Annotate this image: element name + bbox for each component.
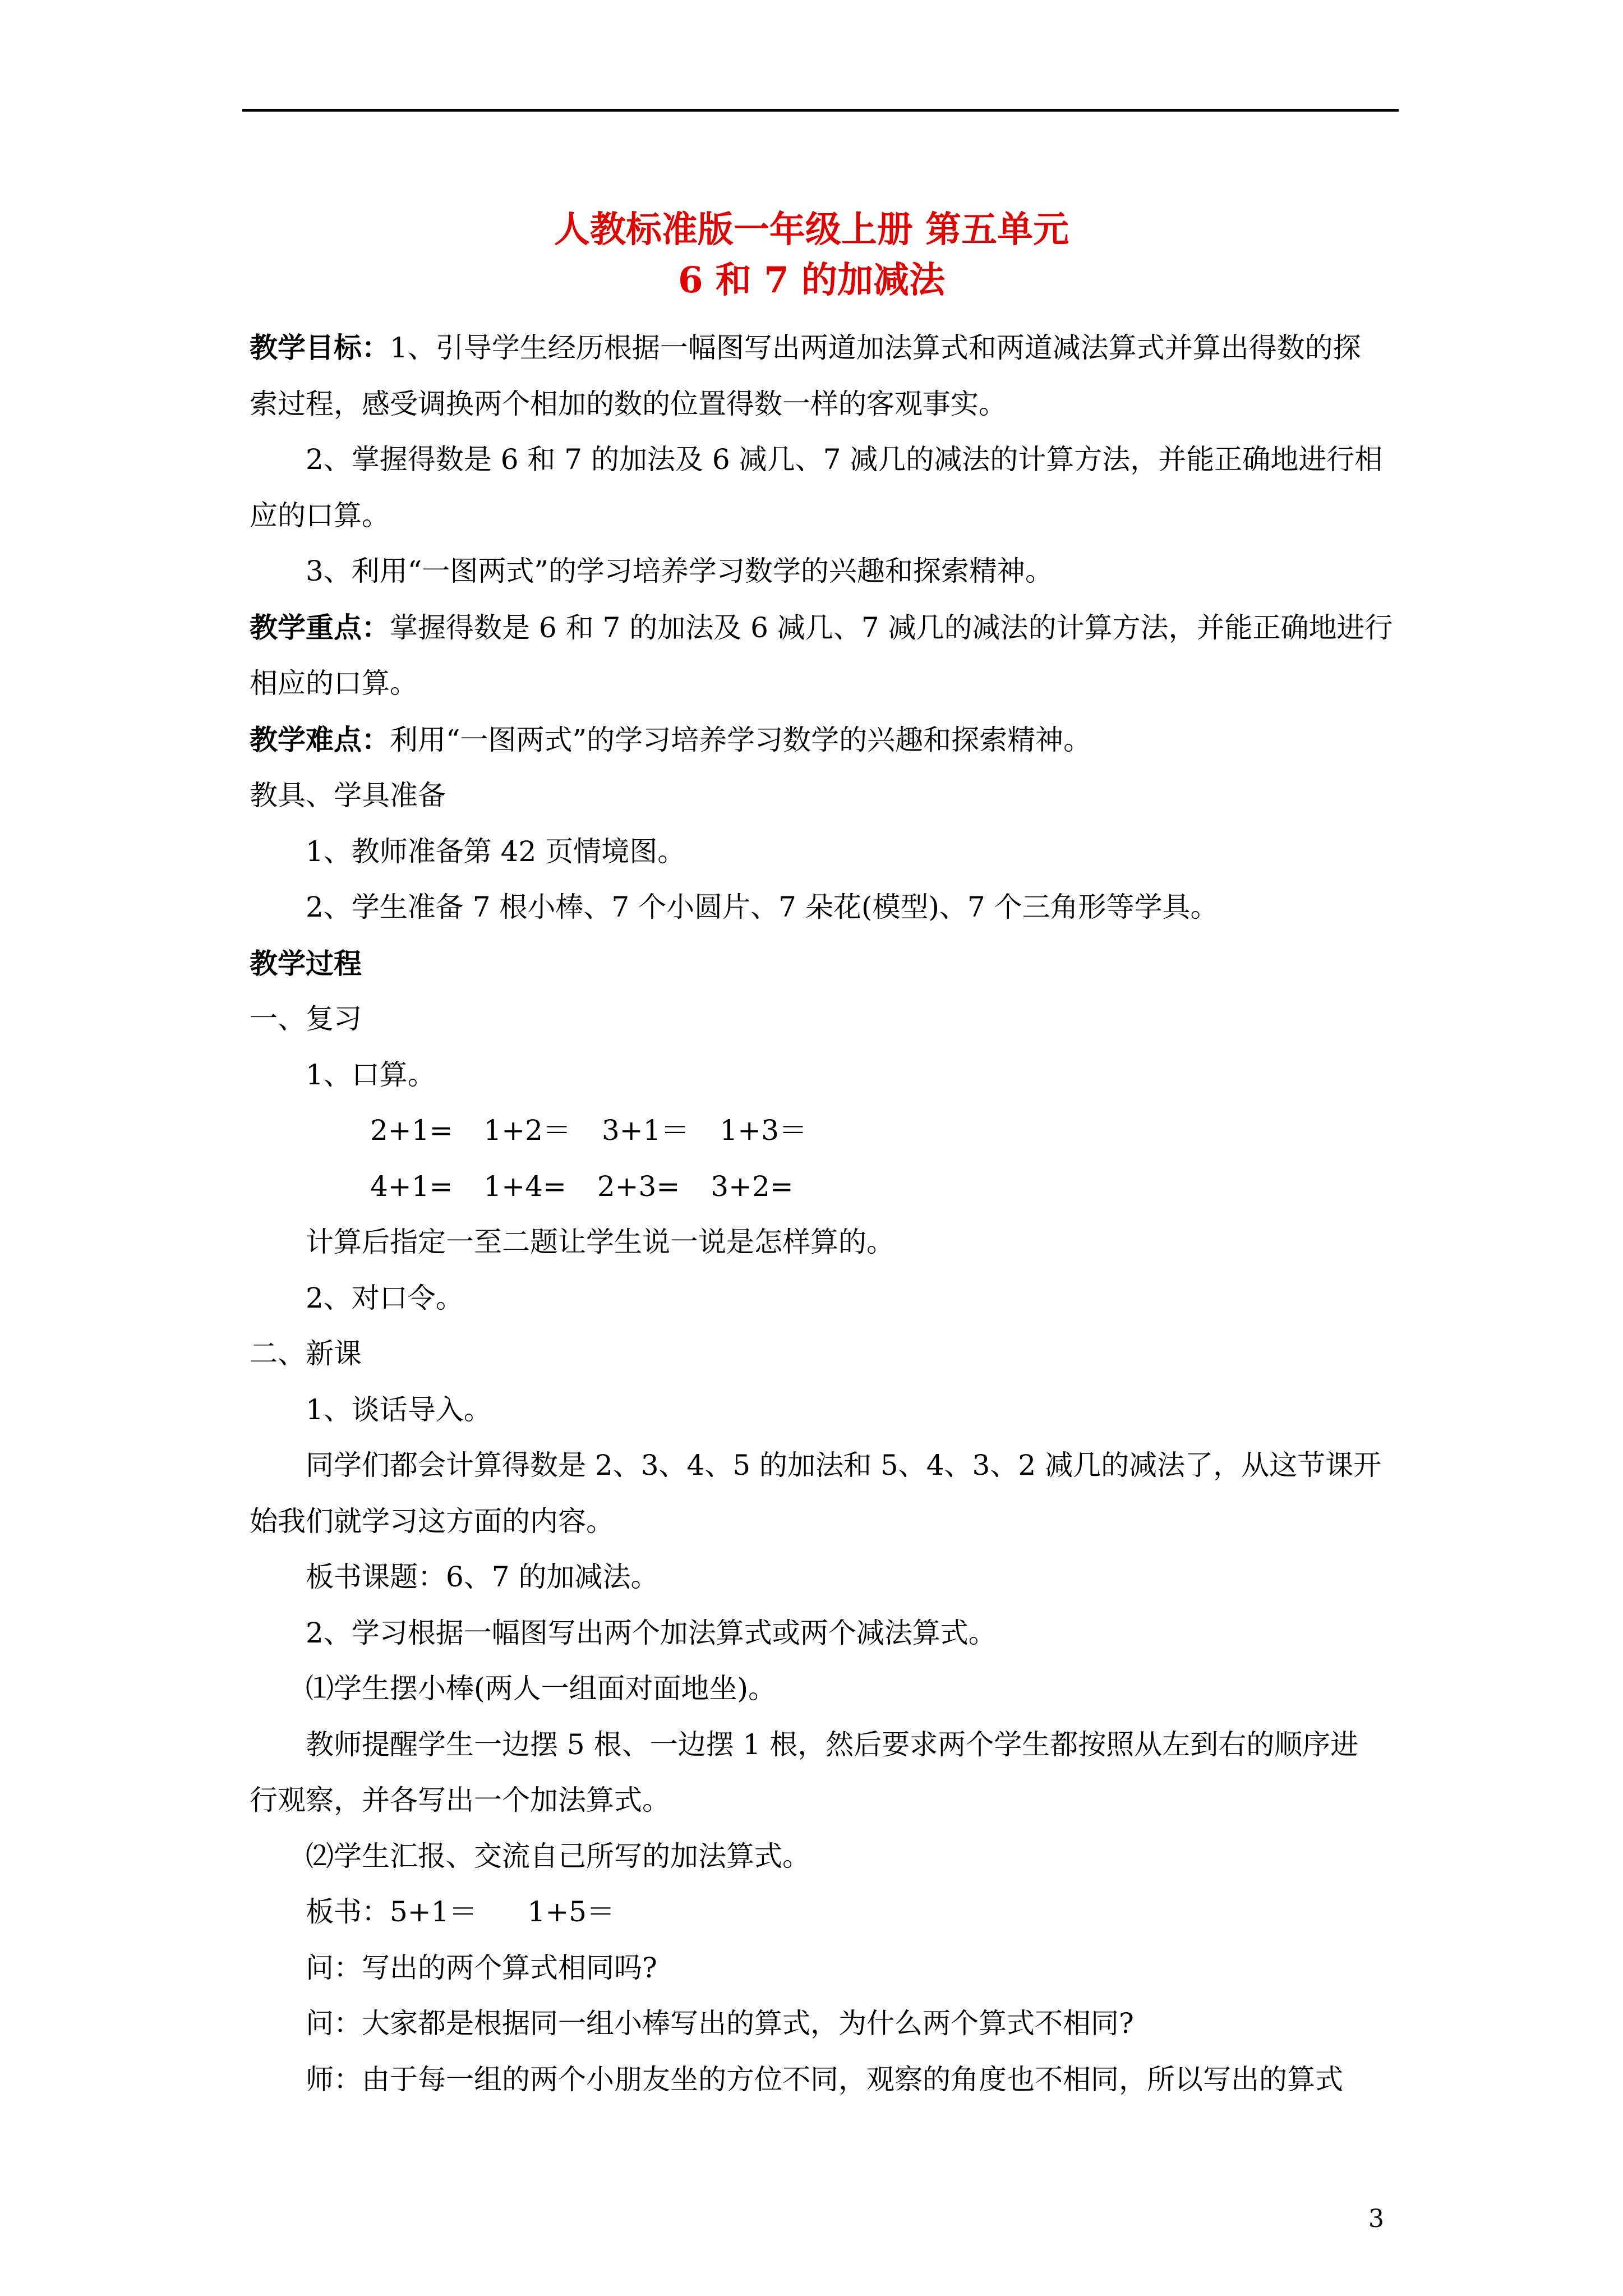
review-note: 计算后指定一至二题让学生说一说是怎样算的。 xyxy=(306,1226,895,1258)
new-para-line-1: 同学们都会计算得数是 2、3、4、5 的加法和 5、4、3、2 减几的减法了，从这节课开 xyxy=(306,1449,1382,1481)
review-heading: 一、复习 xyxy=(250,1002,362,1035)
oral-eq: 2+1= xyxy=(370,1114,453,1147)
new-item-1: 1、谈话导入。 xyxy=(306,1393,492,1426)
teacher-answer: 师：由于每一组的两个小朋友坐的方位不同，观察的角度也不相同，所以写出的算式 xyxy=(306,2063,1343,2096)
key-text: 掌握得数是 6 和 7 的加法及 6 减几、7 减几的减法的计算方法，并能正确地进行 xyxy=(390,611,1393,644)
question-2: 问：大家都是根据同一组小棒写出的算式，为什么两个算式不相同? xyxy=(306,2007,1134,2040)
goal-2-line-2: 应的口算。 xyxy=(250,499,390,532)
oral-eq: 3+1＝ xyxy=(601,1114,689,1147)
goal-3: 3、利用“一图两式”的学习培养学习数学的兴趣和探索精神。 xyxy=(306,555,1053,587)
oral-eq: 3+2= xyxy=(711,1170,794,1203)
process-heading: 教学过程 xyxy=(250,946,362,980)
new-item-2: 2、学习根据一幅图写出两个加法算式或两个减法算式。 xyxy=(306,1616,997,1649)
oral-row-2 xyxy=(250,1159,1399,1215)
goal-line-1 xyxy=(250,320,1399,376)
goal-label: 教学目标： xyxy=(250,331,390,364)
tools-item-2: 2、学生准备 7 根小棒、7 个小圆片、7 朵花(模型)、7 个三角形等学具。 xyxy=(306,891,1219,923)
board-eq: 1+5＝ xyxy=(527,1895,615,1928)
board-eq: 5+1＝ xyxy=(390,1895,477,1928)
key-line-1 xyxy=(250,600,1399,656)
difficulty-text: 利用“一图两式”的学习培养学习数学的兴趣和探索精神。 xyxy=(390,723,1092,756)
tools-heading: 教具、学具准备 xyxy=(250,779,446,812)
board-equations xyxy=(250,1884,1399,1940)
goal-line-2: 索过程，感受调换两个相加的数的位置得数一样的客观事实。 xyxy=(250,387,1007,420)
key-label: 教学重点： xyxy=(250,610,390,644)
step-2: ⑵学生汇报、交流自己所写的加法算式。 xyxy=(306,1839,810,1872)
document-title: 人教标准版一年级上册 第五单元 xyxy=(554,209,1069,251)
header-rule xyxy=(242,109,1399,112)
document-body xyxy=(250,320,1399,2108)
difficulty-label: 教学难点： xyxy=(250,723,390,756)
board-label: 板书： xyxy=(306,1895,390,1928)
step-1: ⑴学生摆小棒(两人一组面对面地坐)。 xyxy=(306,1672,777,1705)
board-title: 板书课题：6、7 的加减法。 xyxy=(306,1561,659,1593)
new-lesson-heading: 二、新课 xyxy=(250,1337,362,1370)
goal-1-text: 1、引导学生经历根据一幅图写出两道加法算式和两道减法算式并算出得数的探 xyxy=(390,332,1361,364)
teacher-hint-line-1: 教师提醒学生一边摆 5 根、一边摆 1 根，然后要求两个学生都按照从左到右的顺序进 xyxy=(306,1728,1359,1761)
document-subtitle: 6 和 7 的加减法 xyxy=(678,259,945,301)
goal-2-line-1: 2、掌握得数是 6 和 7 的加法及 6 减几、7 减几的减法的计算方法，并能正确地进行相 xyxy=(306,443,1383,476)
oral-eq: 4+1= xyxy=(370,1170,453,1203)
review-item-1: 1、口算。 xyxy=(306,1058,436,1091)
page-number: 3 xyxy=(1368,2205,1384,2233)
oral-row-1 xyxy=(250,1103,1399,1159)
new-para-line-2: 始我们就学习这方面的内容。 xyxy=(250,1504,614,1538)
review-item-2: 2、对口令。 xyxy=(306,1281,464,1314)
difficulty-line xyxy=(250,712,1399,769)
oral-eq: 1+3＝ xyxy=(720,1114,808,1147)
teacher-hint-line-2: 行观察，并各写出一个加法算式。 xyxy=(250,1784,670,1816)
oral-eq: 2+3= xyxy=(597,1170,680,1203)
oral-eq: 1+4= xyxy=(483,1170,566,1203)
tools-item-1: 1、教师准备第 42 页情境图。 xyxy=(306,835,686,868)
oral-eq: 1+2＝ xyxy=(483,1114,571,1147)
key-line-2: 相应的口算。 xyxy=(250,667,418,700)
question-1: 问：写出的两个算式相同吗? xyxy=(306,1951,657,1984)
